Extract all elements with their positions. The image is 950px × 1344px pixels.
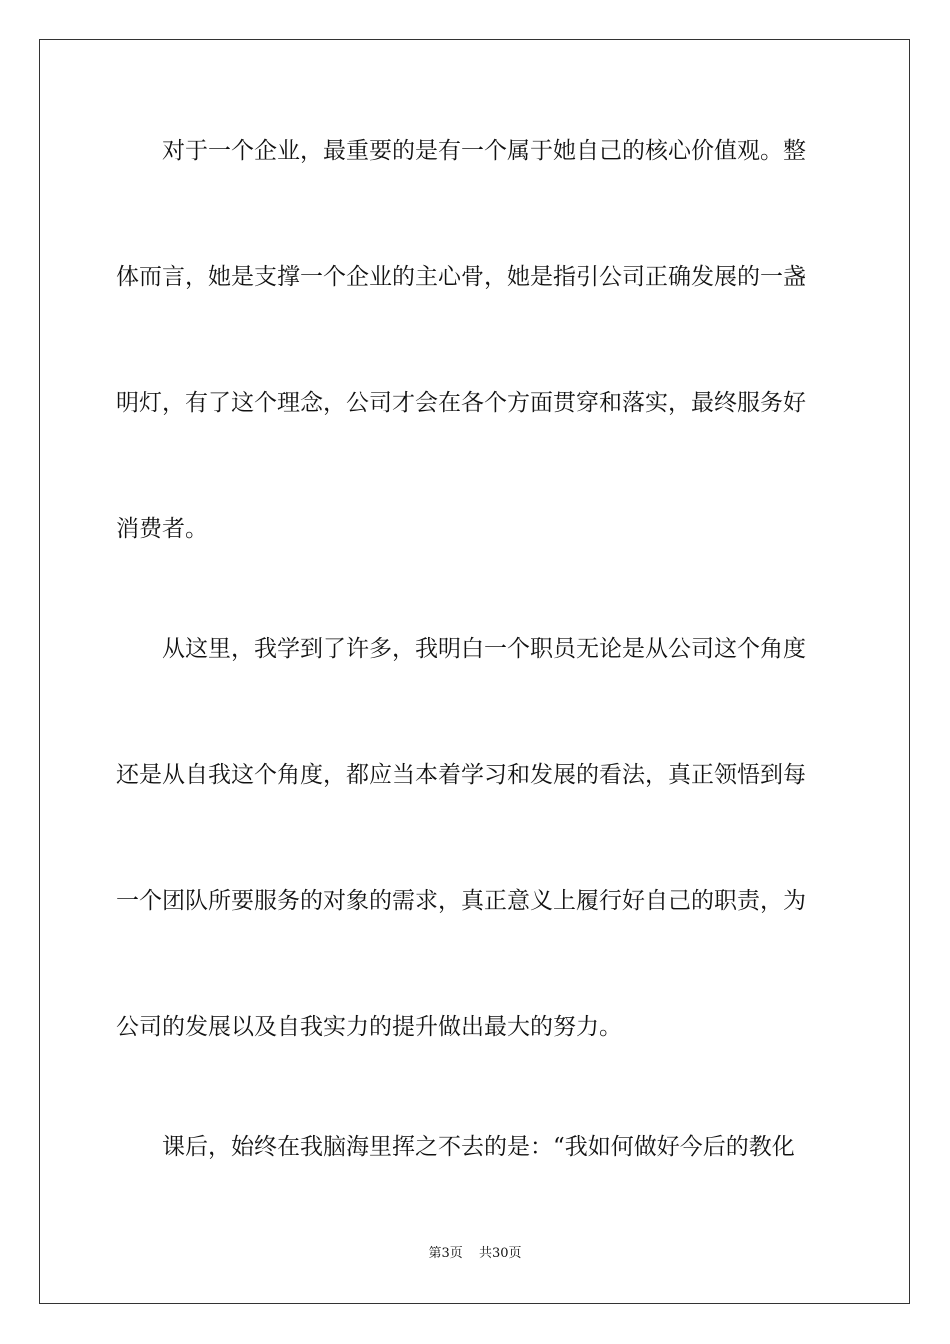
page-total: 共30页 — [478, 1246, 522, 1261]
body-line-6: 还是从自我这个角度，都应当本着学习和发展的看法，真正领悟到每 — [116, 762, 806, 788]
page-number: 第3页 — [428, 1246, 463, 1261]
body-line-9: 课后，始终在我脑海里挥之不去的是：“我如何做好今后的教化 — [116, 1134, 795, 1160]
body-line-5: 从这里，我学到了许多，我明白一个职员无论是从公司这个角度 — [116, 636, 806, 662]
page-footer — [0, 1245, 950, 1263]
body-line-8: 公司的发展以及自我实力的提升做出最大的努力。 — [116, 1014, 622, 1040]
body-line-7: 一个团队所要服务的对象的需求，真正意义上履行好自己的职责，为 — [116, 888, 806, 914]
page-border — [39, 39, 910, 1304]
body-line-4: 消费者。 — [116, 516, 208, 542]
body-line-1: 对于一个企业，最重要的是有一个属于她自己的核心价值观。整 — [116, 138, 806, 164]
body-line-3: 明灯，有了这个理念，公司才会在各个方面贯穿和落实，最终服务好 — [116, 390, 806, 416]
body-line-2: 体而言，她是支撑一个企业的主心骨，她是指引公司正确发展的一盏 — [116, 264, 806, 290]
